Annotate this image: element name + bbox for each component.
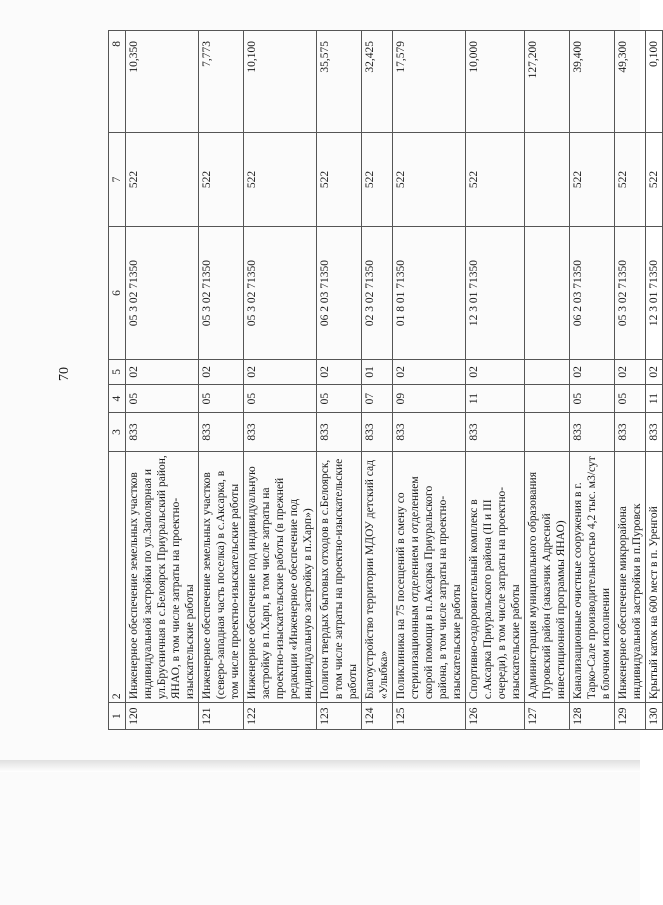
table-cell-8: 10,000 xyxy=(466,31,525,133)
header-col-1: 1 xyxy=(109,703,126,730)
table-row xyxy=(570,31,615,730)
table-cell-2: Крытый каток на 600 мест в п. Уренгой xyxy=(646,451,663,702)
table-cell-2: Благоустройство территории МДОУ детский сад «Улыбка» xyxy=(362,451,393,702)
table-cell-5: 02 xyxy=(199,360,244,385)
table-cell-2: Спортивно-оздоровительный комплекс в с.Аксарка Приуральского района (II и III очереди), в том числе затраты на проектно-изыскательские работы xyxy=(466,451,525,702)
table-cell-4: 07 xyxy=(362,384,393,413)
table-cell-1: 120 xyxy=(126,703,199,730)
table-cell-1: 125 xyxy=(393,703,466,730)
page-number: 70 xyxy=(57,367,72,381)
document-table-wrapper xyxy=(108,30,660,730)
table-cell-1: 126 xyxy=(466,703,525,730)
table-row xyxy=(244,31,317,730)
table-cell-8: 127,200 xyxy=(525,31,570,133)
table-cell-1: 129 xyxy=(615,703,646,730)
table-row xyxy=(126,31,199,730)
scan-edge xyxy=(0,760,640,772)
table-cell-2: Полигон твердых бытовых отходов в с.Белоярск, в том числе затраты на проектно-изыскательские работы xyxy=(317,451,362,702)
table-cell-6 xyxy=(525,227,570,360)
header-col-2: 2 xyxy=(109,451,126,702)
table-cell-7: 522 xyxy=(466,132,525,226)
header-col-5: 5 xyxy=(109,360,126,385)
table-header-row xyxy=(109,31,126,730)
table-cell-2: Инженерное обеспечение земельных участков индивидуальной застройки по ул.Заполярная и ул.Брусничная в с.Белоярск Приуральский район, ЯНАО, в том числе затраты на проектно-изыскательские работы xyxy=(126,451,199,702)
table-row xyxy=(362,31,393,730)
table-cell-3: 833 xyxy=(199,413,244,451)
table-cell-7: 522 xyxy=(199,132,244,226)
table-cell-8: 7,773 xyxy=(199,31,244,133)
table-cell-8: 17,579 xyxy=(393,31,466,133)
table-cell-6: 01 8 01 71350 xyxy=(393,227,466,360)
table-cell-5: 02 xyxy=(646,360,663,385)
table-cell-7 xyxy=(525,132,570,226)
table-cell-5: 02 xyxy=(615,360,646,385)
table-cell-5: 02 xyxy=(570,360,615,385)
table-body xyxy=(126,31,663,730)
table-cell-1: 128 xyxy=(570,703,615,730)
table-cell-4: 05 xyxy=(317,384,362,413)
table-cell-3: 833 xyxy=(570,413,615,451)
table-cell-6: 06 2 03 71350 xyxy=(570,227,615,360)
table-row xyxy=(393,31,466,730)
table-cell-7: 522 xyxy=(126,132,199,226)
table-cell-6: 02 3 02 71350 xyxy=(362,227,393,360)
table-cell-2: Инженерное обеспечение под индивидуальную застройку в п.Харп, в том числе затраты на проектно-изыскательские работы (в прежней редакции «Инженерное обеспечение под индивидуальную застройку в п.Харп») xyxy=(244,451,317,702)
table-cell-2: Администрация муниципального образования Пуровский район (заказчик Адресной инвестиционной программы ЯНАО) xyxy=(525,451,570,702)
table-cell-4: 09 xyxy=(393,384,466,413)
table-cell-7: 522 xyxy=(317,132,362,226)
table-cell-3: 833 xyxy=(126,413,199,451)
table-cell-5: 01 xyxy=(362,360,393,385)
table-cell-7: 522 xyxy=(570,132,615,226)
table-cell-2: Канализационные очистные сооружения в г. Тарко-Сале производительностью 4,2 тыс. м3/сут в блочном исполнении xyxy=(570,451,615,702)
table-cell-8: 10,350 xyxy=(126,31,199,133)
table-cell-1: 127 xyxy=(525,703,570,730)
table-cell-5: 02 xyxy=(244,360,317,385)
table-cell-8: 0,100 xyxy=(646,31,663,133)
table-cell-6: 05 3 02 71350 xyxy=(615,227,646,360)
table-cell-5: 02 xyxy=(466,360,525,385)
table-cell-3: 833 xyxy=(393,413,466,451)
header-col-4: 4 xyxy=(109,384,126,413)
table-cell-1: 121 xyxy=(199,703,244,730)
table-cell-2: Инженерное обеспечение микрорайона индивидуальной застройки в п.Пуровск xyxy=(615,451,646,702)
table-cell-8: 10,100 xyxy=(244,31,317,133)
table-cell-3: 833 xyxy=(646,413,663,451)
table-cell-3: 833 xyxy=(362,413,393,451)
table-cell-4: 05 xyxy=(615,384,646,413)
budget-table xyxy=(108,30,663,730)
table-cell-4: 11 xyxy=(646,384,663,413)
table-cell-4: 11 xyxy=(466,384,525,413)
table-cell-5 xyxy=(525,360,570,385)
table-cell-8: 32,425 xyxy=(362,31,393,133)
table-cell-6: 06 2 03 71350 xyxy=(317,227,362,360)
table-cell-2: Поликлиника на 75 посещений в смену со стерилизационным отделением и отделением скорой помощи в п.Аксарка Приуральского района, в том числе затраты на проектно-изыскательские работы xyxy=(393,451,466,702)
table-cell-4: 05 xyxy=(199,384,244,413)
table-row xyxy=(525,31,570,730)
table-cell-8: 49,300 xyxy=(615,31,646,133)
header-col-7: 7 xyxy=(109,132,126,226)
table-cell-6: 12 3 01 71350 xyxy=(646,227,663,360)
table-cell-8: 39,400 xyxy=(570,31,615,133)
table-cell-6: 05 3 02 71350 xyxy=(244,227,317,360)
table-cell-4: 05 xyxy=(570,384,615,413)
table-cell-7: 522 xyxy=(362,132,393,226)
table-cell-5: 02 xyxy=(317,360,362,385)
table-row xyxy=(646,31,663,730)
table-cell-3: 833 xyxy=(615,413,646,451)
table-cell-8: 35,575 xyxy=(317,31,362,133)
table-cell-6: 12 3 01 71350 xyxy=(466,227,525,360)
table-cell-7: 522 xyxy=(393,132,466,226)
table-cell-4: 05 xyxy=(244,384,317,413)
table-cell-5: 02 xyxy=(126,360,199,385)
table-cell-7: 522 xyxy=(615,132,646,226)
table-cell-7: 522 xyxy=(244,132,317,226)
table-cell-4 xyxy=(525,384,570,413)
header-col-3: 3 xyxy=(109,413,126,451)
table-cell-2: Инженерное обеспечение земельных участков (северо-западная часть поселка) в с.Аксарка, в том числе проектно-изыскательские работы xyxy=(199,451,244,702)
table-cell-3: 833 xyxy=(244,413,317,451)
header-col-8: 8 xyxy=(109,31,126,133)
table-cell-3: 833 xyxy=(317,413,362,451)
table-row xyxy=(199,31,244,730)
table-row xyxy=(466,31,525,730)
table-cell-7: 522 xyxy=(646,132,663,226)
table-cell-6: 05 3 02 71350 xyxy=(126,227,199,360)
header-col-6: 6 xyxy=(109,227,126,360)
table-cell-3 xyxy=(525,413,570,451)
table-cell-6: 05 3 02 71350 xyxy=(199,227,244,360)
table-cell-1: 124 xyxy=(362,703,393,730)
table-cell-5: 02 xyxy=(393,360,466,385)
table-cell-3: 833 xyxy=(466,413,525,451)
table-cell-1: 123 xyxy=(317,703,362,730)
table-cell-1: 122 xyxy=(244,703,317,730)
table-cell-4: 05 xyxy=(126,384,199,413)
table-row xyxy=(615,31,646,730)
table-cell-1: 130 xyxy=(646,703,663,730)
table-row xyxy=(317,31,362,730)
